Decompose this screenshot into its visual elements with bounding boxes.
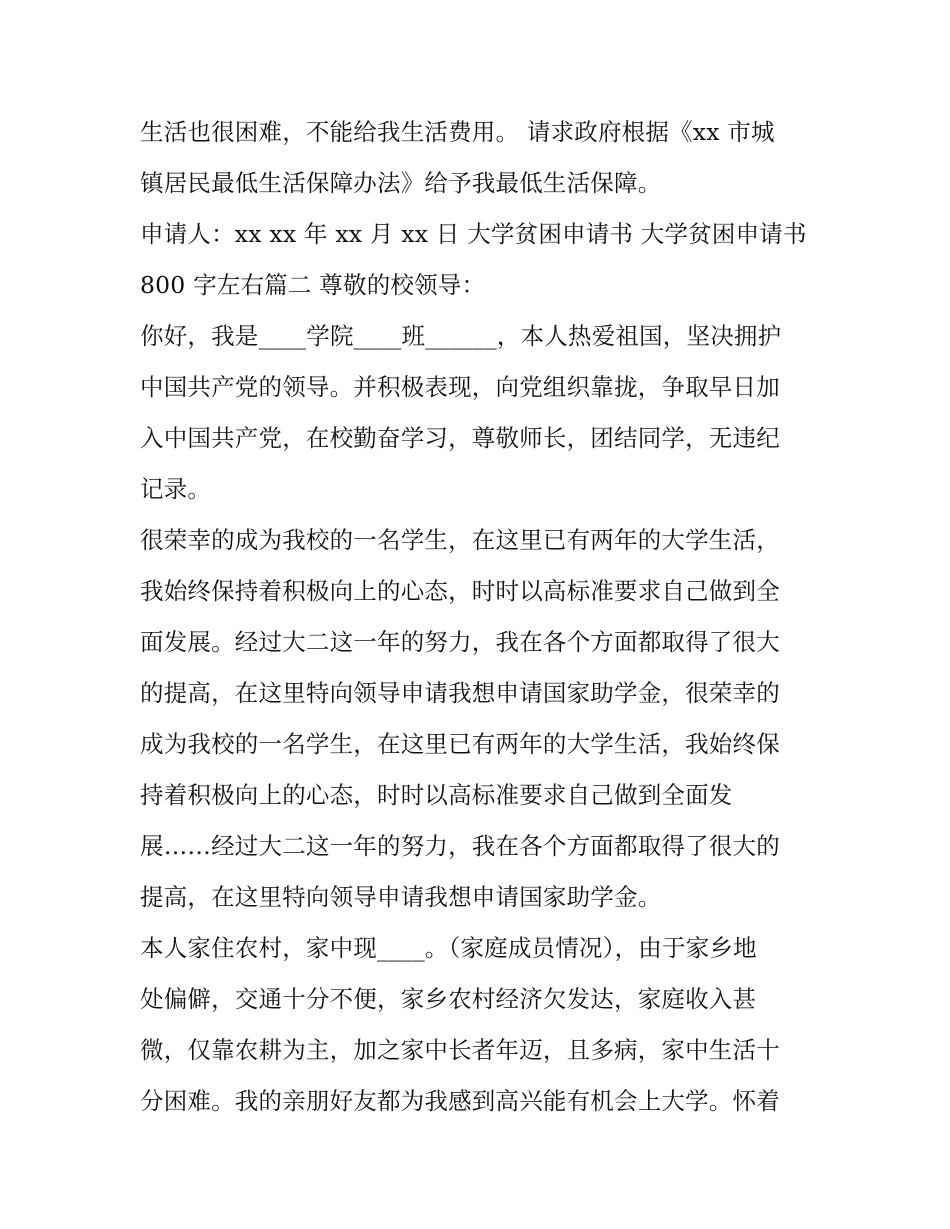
text-line: 分困难。我的亲朋好友都为我感到高兴能有机会上大学。怀着 [140,1087,780,1115]
text-line: 的提高，在这里特向领导申请我想申请国家助学金，很荣幸的 [140,679,780,707]
text-line: 展……经过大二这一年的努力，我在各个方面都取得了很大的 [140,832,780,860]
text-line: 面发展。经过大二这一年的努力，我在各个方面都取得了很大 [140,628,780,656]
text-line: 我始终保持着积极向上的心态，时时以高标准要求自己做到全 [140,577,780,605]
text-line: 800 字左右篇二 尊敬的校领导： [140,271,486,299]
document-body [140,107,830,1127]
text-line: 提高，在这里特向领导申请我想申请国家助学金。 [140,883,662,911]
text-line: 持着积极向上的心态，时时以高标准要求自己做到全面发 [140,781,733,809]
text-line: 申请人：xx xx 年 xx 月 xx 日 大学贫困申请书 大学贫困申请书 [140,220,807,248]
text-line: 生活也很困难，不能给我生活费用。 请求政府根据《xx 市城 [140,118,775,146]
text-line: 入中国共产党，在校勤奋学习，尊敬师长，团结同学，无违纪 [140,424,780,452]
text-line: 很荣幸的成为我校的一名学生，在这里已有两年的大学生活， [140,526,780,554]
text-line: 微，仅靠农耕为主，加之家中长者年迈，且多病，家中生活十 [140,1036,780,1064]
text-line: 中国共产党的领导。并积极表现，向党组织靠拢，争取早日加 [140,373,780,401]
text-line: 镇居民最低生活保障办法》给予我最低生活保障。 [140,169,662,197]
text-line: 成为我校的一名学生，在这里已有两年的大学生活，我始终保 [140,730,780,758]
text-line: 处偏僻，交通十分不便，家乡农村经济欠发达，家庭收入甚 [140,985,757,1013]
text-line: 记录。 [140,475,212,503]
text-line: 本人家住农村，家中现____。（家庭成员情况），由于家乡地 [140,934,757,962]
text-line: 你好，我是____学院____班______，本人热爱祖国，坚决拥护 [140,322,782,350]
